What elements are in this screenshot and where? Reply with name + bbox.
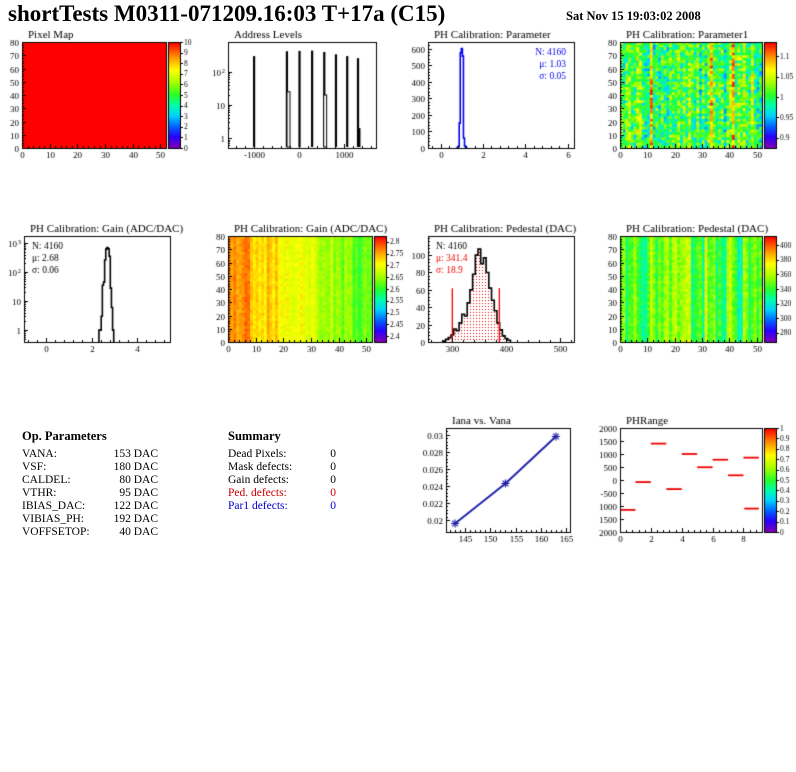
data-row — [22, 526, 158, 539]
data-row — [228, 448, 336, 461]
row-value: 40 DAC — [119, 526, 158, 538]
row-label: Mask defects: — [228, 461, 293, 473]
row-label: Par1 defects: — [228, 500, 288, 512]
row-label: Dead Pixels: — [228, 448, 287, 460]
op-parameters-panel — [22, 429, 158, 539]
summary-rows — [228, 448, 336, 513]
pedestal-map-plot — [592, 224, 796, 356]
data-row — [22, 513, 158, 526]
row-value: 0 — [330, 461, 336, 473]
data-row — [228, 461, 336, 474]
pixel-map-plot — [0, 30, 200, 162]
pedestal-histogram-plot — [400, 224, 578, 356]
ph-calibration-parameter1-map-plot — [592, 30, 796, 162]
row-value: 0 — [330, 448, 336, 460]
row-label: VIBIAS_PH: — [22, 513, 84, 525]
data-row — [22, 448, 158, 461]
data-row — [228, 474, 336, 487]
ph-calibration-parameter-plot — [400, 30, 578, 162]
row-label: VSF: — [22, 461, 47, 473]
page-title: shortTests M0311-071209.16:03 T+17a (C15) — [8, 1, 446, 26]
row-label: VANA: — [22, 448, 57, 460]
row-label: Ped. defects: — [228, 487, 287, 499]
data-row — [228, 500, 336, 513]
iana-vs-vana-plot — [410, 410, 578, 546]
row-label: CALDEL: — [22, 474, 71, 486]
row-value: 95 DAC — [119, 487, 158, 499]
row-value: 0 — [330, 500, 336, 512]
data-row — [22, 461, 158, 474]
row-value: 0 — [330, 474, 336, 486]
op-parameters-rows — [22, 448, 158, 539]
report-timestamp: Sat Nov 15 19:03:02 2008 — [566, 9, 701, 23]
data-row — [22, 474, 158, 487]
gain-map-plot — [200, 224, 410, 356]
data-row — [22, 500, 158, 513]
row-value: 180 DAC — [113, 461, 158, 473]
data-row — [228, 487, 336, 500]
gain-histogram-plot — [0, 224, 200, 356]
summary-panel — [228, 429, 336, 513]
row-value: 192 DAC — [113, 513, 158, 525]
row-label: Gain defects: — [228, 474, 289, 486]
summary-title: Summary — [228, 429, 281, 443]
row-value: 0 — [330, 487, 336, 499]
op-parameters-title: Op. Parameters — [22, 429, 107, 443]
data-row — [22, 487, 158, 500]
row-value: 122 DAC — [113, 500, 158, 512]
row-value: 80 DAC — [119, 474, 158, 486]
address-levels-plot — [200, 30, 378, 162]
row-label: VTHR: — [22, 487, 57, 499]
row-label: VOFFSETOP: — [22, 526, 90, 538]
row-label: IBIAS_DAC: — [22, 500, 86, 512]
phrange-plot — [592, 410, 796, 546]
row-value: 153 DAC — [113, 448, 158, 460]
